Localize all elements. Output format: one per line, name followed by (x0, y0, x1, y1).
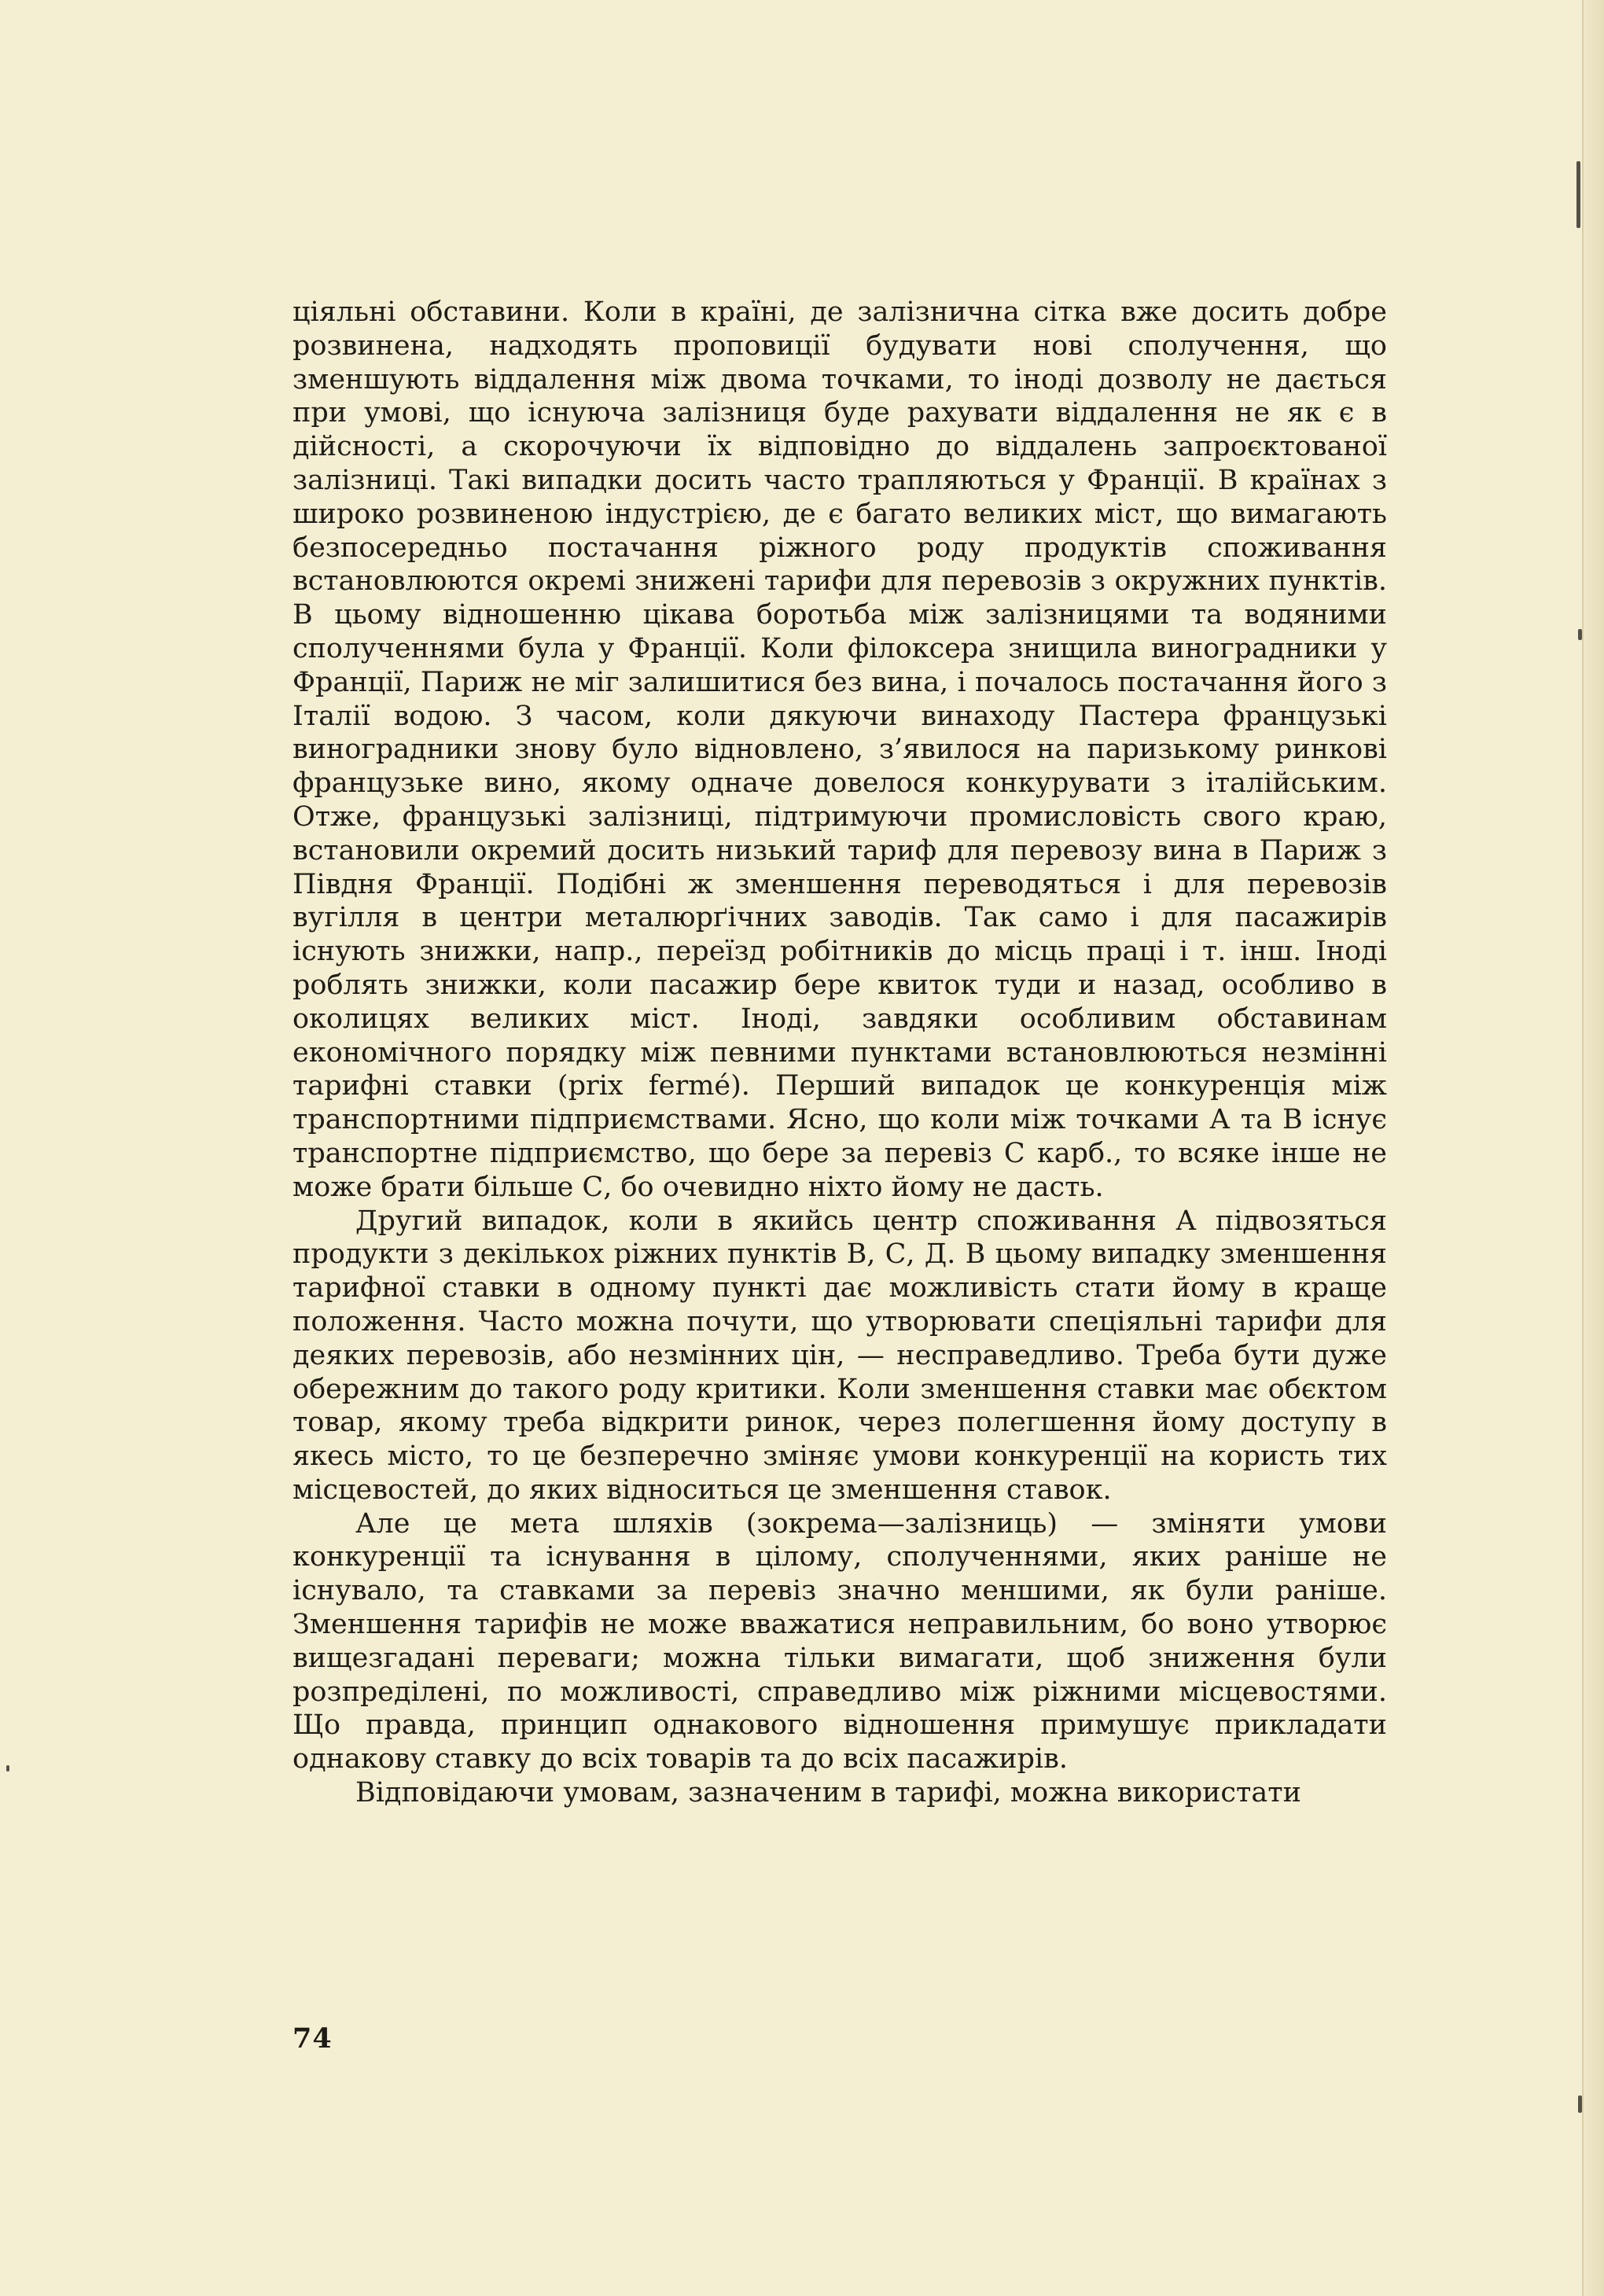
binding-mark (1576, 161, 1580, 228)
page-edge (1582, 0, 1604, 2296)
binding-mark (1578, 629, 1582, 640)
paragraph: ціяльні обставини. Коли в країні, де залізнична сітка вже досить добре розвинена, надходять проповиції будувати нові сполучення, що зменшують віддалення між двома точками, то іноді дозволу не дається при умові, що існуюча залізниця буде рахувати віддалення не як є в дійсності, а скорочуючи їх відповідно до віддалень запроєктованої залізниці. Такі випадки досить часто трапляються у Франції. В країнах з широко розвиненою індустрією, де є багато великих міст, що вимагають безпосередньо постачання ріжного роду продуктів споживання встановлюются окремі знижені тарифи для перевозів з окружних пунктів. В цьому відношенню цікава боротьба між залізницями та водяними сполученнями була у Франції. Коли філоксера знищила виноградники у Франції, Париж не міг залишитися без вина, і почалось постачання його з Італії водою. З часом, коли дякуючи винаходу Пастера французькі виноградники знову було відновлено, з’явилося на паризькому ринкові французьке вино, якому одначе довелося конкурувати з італійським. Отже, французькі залізниці, підтримуючи промисловість свого краю, встановили окремий досить низький тариф для перевозу вина в Париж з Півдня Франції. Подібні ж зменшення переводяться і для перевозів вугілля в центри металюрґічних заводів. Так само і для пасажирів існують знижки, напр., переїзд робітників до місць праці і т. інш. Іноді роблять знижки, коли пасажир бере квиток туди и назад, особливо в околицях великих міст. Іноді, завдяки особливим обставинам економічного порядку між певними пунктами встановлюються незмінні тарифні ставки (prix fermé). Перший випадок це конкуренція між транспортними підприємствами. Ясно, що коли між точками А та В існує транспортне підприємство, що бере за перевіз С карб., то всяке інше не може брати більше С, бо очевидно ніхто йому не дасть. (292, 296, 1387, 1203)
paragraph: Відповідаючи умовам, зазначеним в тарифі, можна використати (355, 1777, 1301, 1809)
page-number: 74 (292, 2022, 333, 2055)
binding-mark (1578, 2095, 1582, 2113)
paragraph: Другий випадок, коли в якийсь центр споживання А підвозяться продукти з декількох ріжних пунктів В, С, Д. В цьому випадку зменшення тарифної ставки в одному пункті дає можливість стати йому в краще положення. Часто можна почути, що утворювати спеціяльні тарифи для деяких перевозів, або незмінних цін, — несправедливо. Треба бути дуже обережним до такого роду критики. Коли зменшення ставки має обєктом товар, якому треба відкрити ринок, через полегшення йому доступу в якесь місто, то це безперечно зміняє умови конкуренції на користь тих місцевостей, до яких відноситься це зменшення ставок. (292, 1205, 1387, 1506)
body-text (292, 296, 1387, 1810)
binding-mark (6, 1765, 9, 1772)
paragraph: Але це мета шляхів (зокрема—залізниць) — зміняти умови конкуренції та існування в цілому, сполученнями, яких раніше не існувало, та ставками за перевіз значно меншими, як були раніше. Зменшення тарифів не може вважатися неправильним, бо воно утворює вищезгадані переваги; можна тільки вимагати, щоб зниження були розпреділені, по можливості, справедливо між ріжними місцевостями. Що правда, принцип однакового відношення примушує прикладати однакову ставку до всіх товарів та до всіх пасажирів. (292, 1507, 1387, 1775)
